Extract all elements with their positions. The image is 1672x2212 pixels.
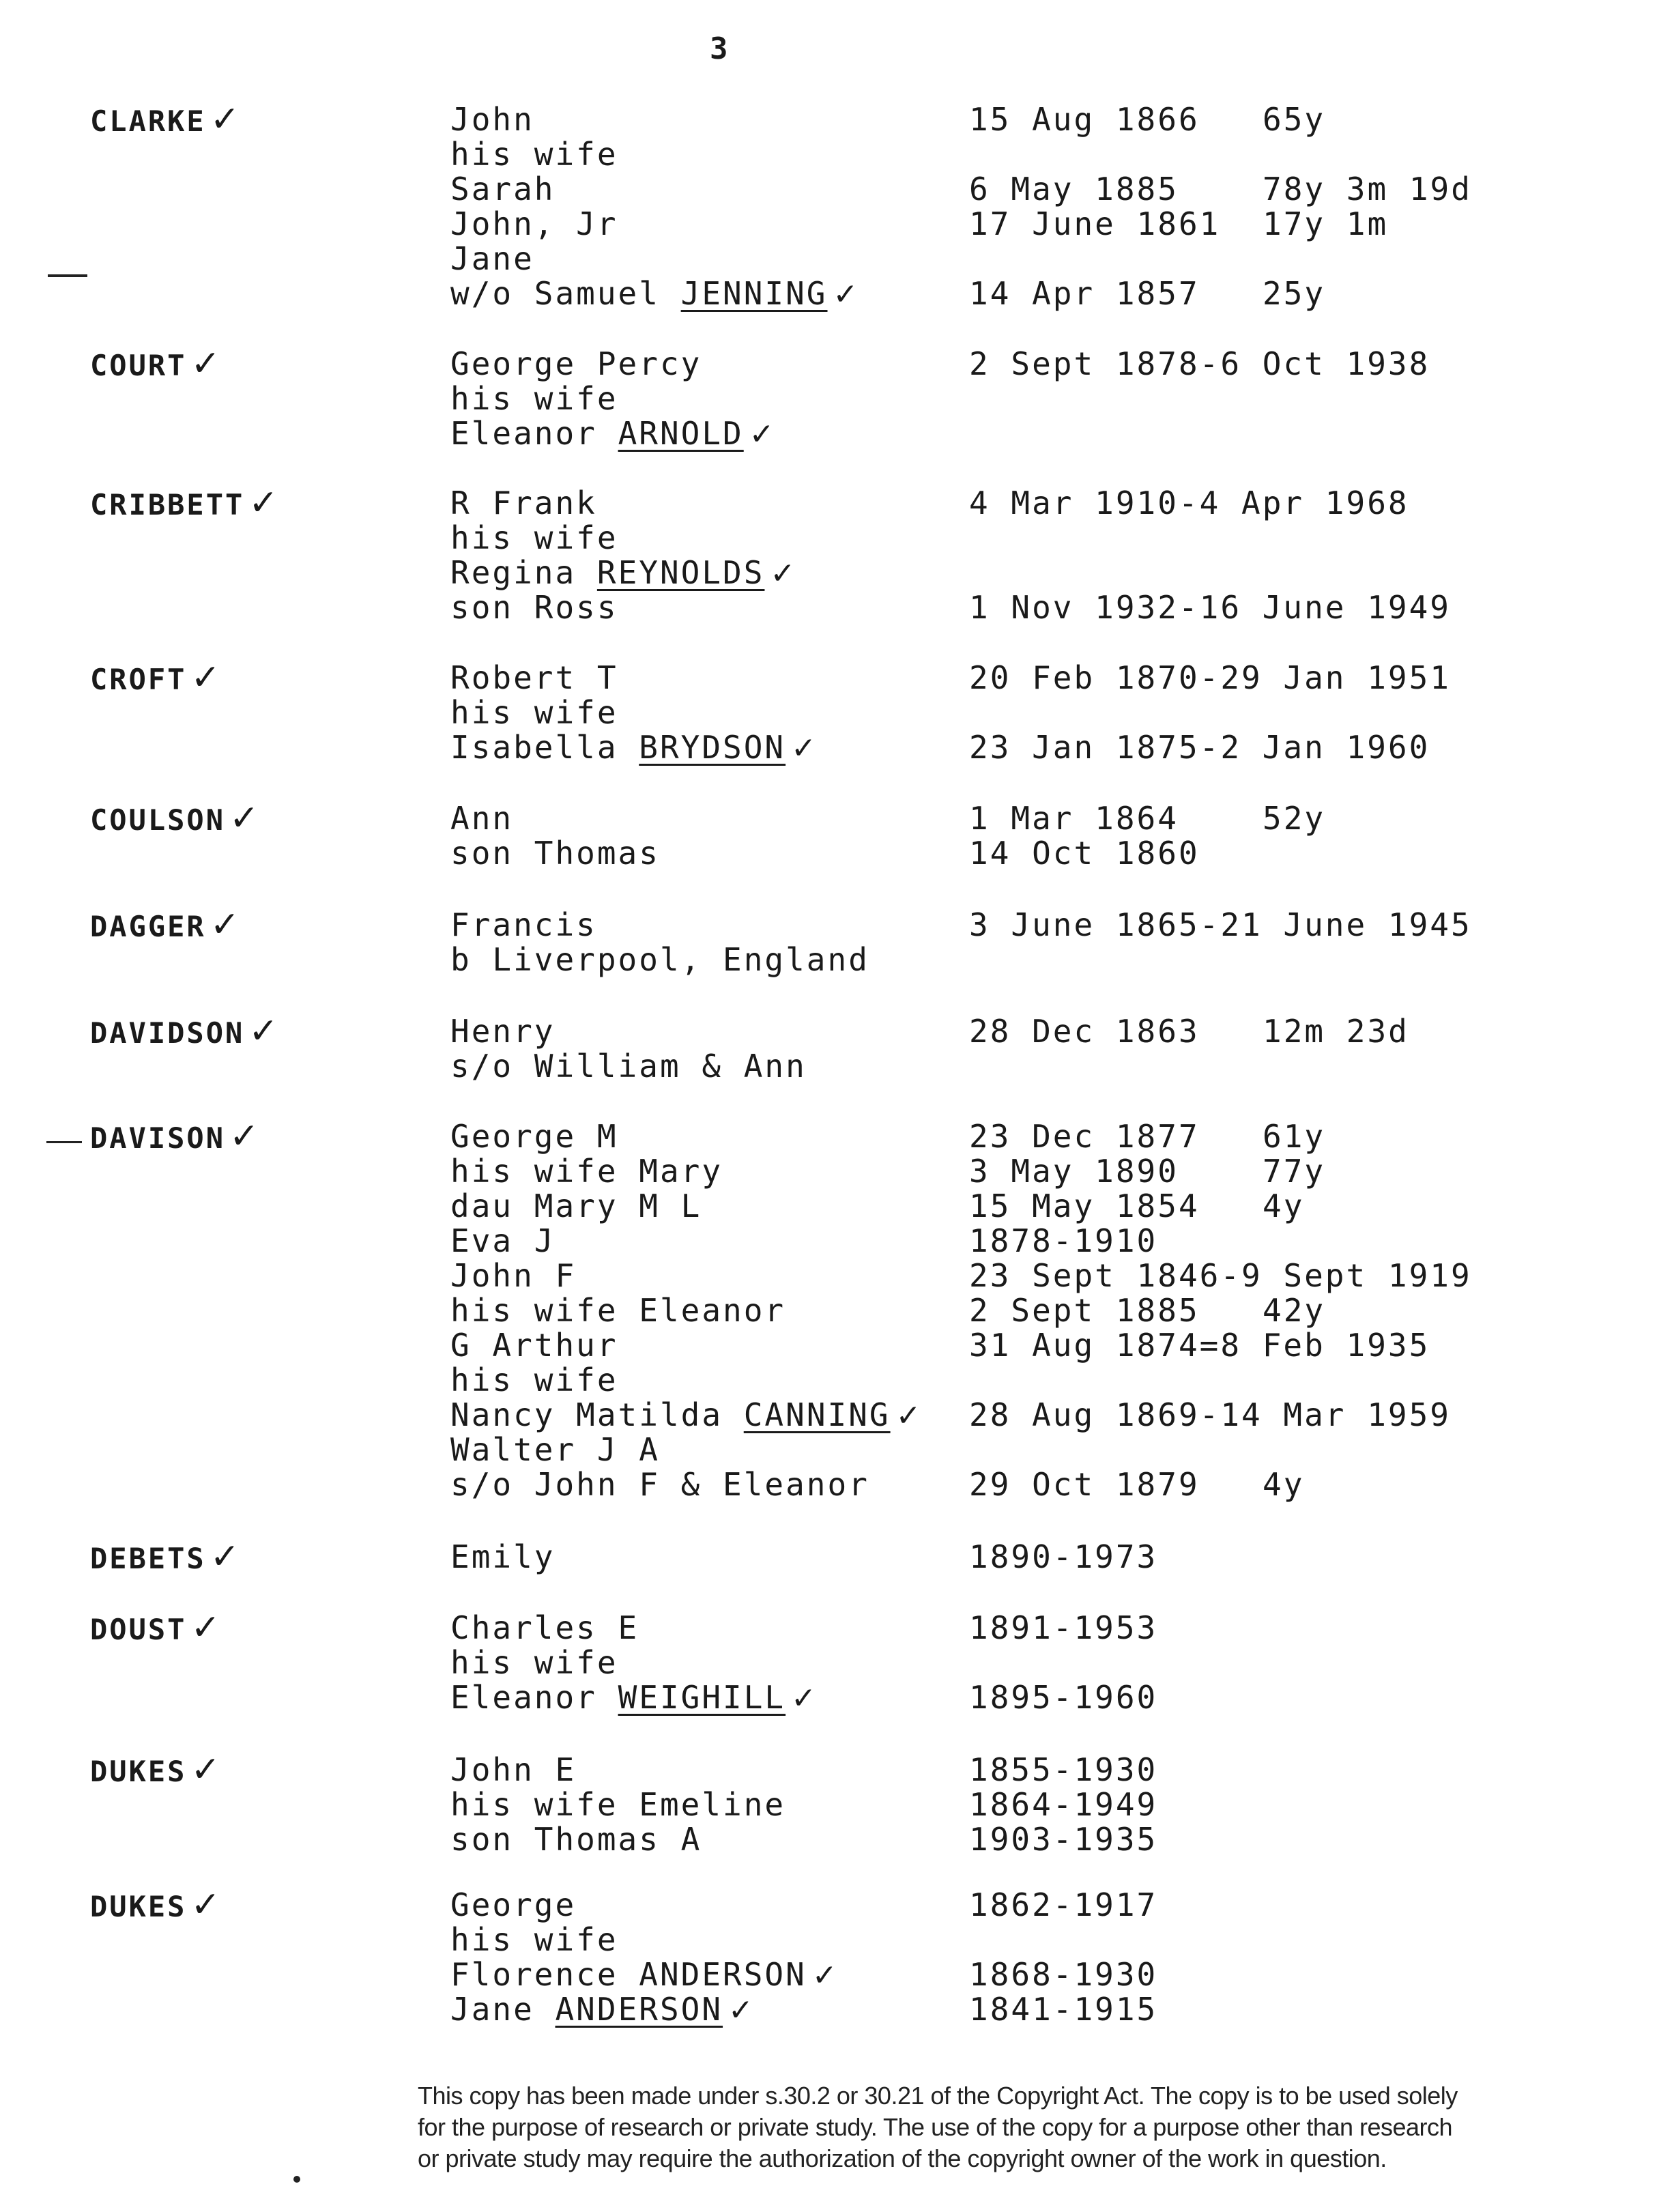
surname-text: CROFT xyxy=(90,663,187,696)
person-name xyxy=(450,172,555,207)
surname-text: DUKES xyxy=(90,1755,187,1788)
record-date: 1 Nov 1932-16 June 1949 xyxy=(969,589,1451,626)
name-text: Francis xyxy=(450,906,597,943)
record-lines xyxy=(450,908,1672,977)
page-number: 3 xyxy=(710,31,728,66)
record-date: 1841-1915 xyxy=(969,1991,1158,2028)
copyright-line: for the purpose of research or private study. The use of the copy for a purpose other than research xyxy=(418,2113,1453,2141)
record-line xyxy=(450,207,1672,242)
checkmark-icon: ✓ xyxy=(770,556,798,591)
age-at-death: 61y xyxy=(1263,1118,1326,1155)
record-date: 2 Sept 1878-6 Oct 1938 xyxy=(969,345,1430,382)
person-name xyxy=(450,1822,702,1857)
name-text: son Thomas xyxy=(450,835,660,872)
record-date: 14 Oct 1860 xyxy=(969,835,1200,872)
record-line xyxy=(450,1822,1672,1857)
name-text: his wife xyxy=(450,136,618,173)
record-line xyxy=(450,102,1672,137)
record-line xyxy=(450,556,1672,590)
record-date: 15 Aug 1866 xyxy=(969,101,1200,138)
person-name xyxy=(450,1540,555,1575)
age-at-death: 17y 1m xyxy=(1263,205,1389,242)
checkmark-icon: ✓ xyxy=(728,1993,755,2028)
person-name xyxy=(450,1119,618,1154)
record-line xyxy=(450,730,1672,765)
record-line xyxy=(450,1992,1672,2027)
age-at-death: 4y xyxy=(1263,1188,1305,1224)
name-text: Florence ANDERSON xyxy=(450,1956,807,1993)
name-text: Henry xyxy=(450,1013,556,1050)
name-text: Jane xyxy=(450,1991,556,2028)
record-line xyxy=(450,661,1672,695)
name-text: R Frank xyxy=(450,485,597,521)
record-line xyxy=(450,1923,1672,1957)
name-text: G Arthur xyxy=(450,1327,618,1364)
record-lines xyxy=(450,486,1672,625)
record-line xyxy=(450,242,1672,276)
maiden-name: CANNING xyxy=(743,1396,891,1433)
surname xyxy=(90,1011,280,1052)
name-text: Jane xyxy=(450,240,534,277)
record-line xyxy=(450,943,1672,977)
scan-mark xyxy=(46,1141,82,1143)
person-name xyxy=(450,1611,639,1646)
record-line xyxy=(450,276,1672,311)
record-date: 1890-1973 xyxy=(969,1538,1158,1575)
person-name xyxy=(450,590,618,625)
age-at-death: 25y xyxy=(1263,275,1326,312)
record-line xyxy=(450,137,1672,172)
name-text: his wife xyxy=(450,1362,618,1398)
record-date: 23 Sept 1846-9 Sept 1919 xyxy=(969,1257,1472,1294)
name-text: Charles E xyxy=(450,1609,639,1646)
person-name xyxy=(450,382,618,416)
surname xyxy=(90,99,242,140)
surname xyxy=(90,483,280,523)
record-line xyxy=(450,1611,1672,1646)
person-name xyxy=(450,1259,576,1293)
checkmark-icon: ✓ xyxy=(811,1958,839,1993)
maiden-name: WEIGHILL xyxy=(618,1679,786,1716)
record-line xyxy=(450,1014,1672,1049)
record-date: 1855-1930 xyxy=(969,1751,1158,1788)
record-line xyxy=(450,1433,1672,1467)
person-name xyxy=(450,242,534,276)
record-line xyxy=(450,1328,1672,1363)
surname xyxy=(90,798,261,839)
person-name xyxy=(450,836,660,871)
record-date: 3 June 1865-21 June 1945 xyxy=(969,906,1472,943)
person-name xyxy=(450,102,534,137)
name-text: Eleanor xyxy=(450,1679,618,1716)
record-line xyxy=(450,695,1672,730)
record-line xyxy=(450,1957,1672,1992)
record-line xyxy=(450,1646,1672,1680)
record-line xyxy=(450,908,1672,943)
name-text: Sarah xyxy=(450,171,556,207)
person-name xyxy=(450,1154,723,1189)
surname xyxy=(90,657,223,698)
record-line xyxy=(450,416,1672,451)
record-lines xyxy=(450,1611,1672,1715)
record-line xyxy=(450,801,1672,836)
record-date: 1903-1935 xyxy=(969,1821,1158,1858)
record-line xyxy=(450,1540,1672,1575)
age-at-death: 78y 3m 19d xyxy=(1263,171,1472,207)
maiden-name: REYNOLDS xyxy=(596,554,765,591)
name-text: b Liverpool, England xyxy=(450,941,869,978)
person-name xyxy=(450,207,618,242)
surname-text: DEBETS xyxy=(90,1542,206,1575)
person-name xyxy=(450,1363,618,1398)
record-line xyxy=(450,1680,1672,1715)
record-date: 29 Oct 1879 xyxy=(969,1466,1200,1503)
record-date: 31 Aug 1874=8 Feb 1935 xyxy=(969,1327,1430,1364)
name-text: his wife Mary xyxy=(450,1153,723,1190)
record-date: 23 Dec 1877 xyxy=(969,1118,1200,1155)
checkmark-icon: ✓ xyxy=(749,417,777,452)
person-name xyxy=(450,1293,785,1328)
person-name xyxy=(450,1787,785,1822)
record-line xyxy=(450,1189,1672,1224)
name-text: George xyxy=(450,1886,577,1923)
maiden-name: BRYDSON xyxy=(639,729,786,766)
checkmark-icon: ✓ xyxy=(791,731,818,766)
scan-mark xyxy=(48,274,87,277)
record-line xyxy=(450,1119,1672,1154)
record-lines xyxy=(450,102,1672,311)
surname-text: DAVIDSON xyxy=(90,1016,245,1050)
person-name xyxy=(450,486,597,521)
person-name xyxy=(450,1992,755,2028)
record-date: 1862-1917 xyxy=(969,1886,1158,1923)
record-line xyxy=(450,1398,1672,1433)
person-name xyxy=(450,1014,555,1049)
person-name xyxy=(450,1328,618,1363)
record-date: 17 June 1861 xyxy=(969,205,1221,242)
name-text: John, Jr xyxy=(450,205,618,242)
record-line xyxy=(450,521,1672,556)
name-text: John F xyxy=(450,1257,577,1294)
surname xyxy=(90,904,242,945)
copyright-line: This copy has been made under s.30.2 or 30.21 of the Copyright Act. The copy is to be used solely xyxy=(418,2082,1458,2110)
surname-text: CLARKE xyxy=(90,104,206,138)
name-text: his wife xyxy=(450,380,618,417)
checkmark-icon: ✓ xyxy=(210,99,242,140)
record-line xyxy=(450,590,1672,625)
checkmark-icon: ✓ xyxy=(190,1884,223,1925)
person-name xyxy=(450,416,777,452)
surname-text: DUKES xyxy=(90,1890,187,1923)
record-line xyxy=(450,1363,1672,1398)
person-name xyxy=(450,943,869,977)
person-name xyxy=(450,730,818,766)
record-lines xyxy=(450,801,1672,871)
person-name xyxy=(450,1467,869,1502)
name-text: Ann xyxy=(450,800,514,837)
checkmark-icon: ✓ xyxy=(190,1607,223,1648)
person-name xyxy=(450,1753,576,1787)
name-text: his wife xyxy=(450,1644,618,1681)
record-date: 1878-1910 xyxy=(969,1222,1158,1259)
record-lines xyxy=(450,1014,1672,1084)
record-date: 1 Mar 1864 xyxy=(969,800,1179,837)
person-name xyxy=(450,661,618,695)
record-date: 20 Feb 1870-29 Jan 1951 xyxy=(969,659,1451,696)
record-lines xyxy=(450,661,1672,765)
name-text: George Percy xyxy=(450,345,702,382)
surname-text: CRIBBETT xyxy=(90,488,245,521)
name-text: son Ross xyxy=(450,589,618,626)
record-date: 6 May 1885 xyxy=(969,171,1179,207)
person-name xyxy=(450,1646,618,1680)
name-text: his wife xyxy=(450,694,618,731)
record-line xyxy=(450,1049,1672,1084)
name-text: Regina xyxy=(450,554,597,591)
scan-mark xyxy=(293,2176,300,2183)
copyright-notice xyxy=(418,2080,1653,2174)
surname-text: COULSON xyxy=(90,803,226,837)
checkmark-icon: ✓ xyxy=(833,277,861,312)
surname xyxy=(90,1116,261,1157)
record-lines xyxy=(450,1540,1672,1575)
record-date: 1864-1949 xyxy=(969,1786,1158,1823)
surname xyxy=(90,343,223,384)
checkmark-icon: ✓ xyxy=(190,657,223,698)
record-line xyxy=(450,1154,1672,1189)
record-line xyxy=(450,1293,1672,1328)
maiden-name: JENNING xyxy=(680,275,828,312)
name-text: w/o Samuel xyxy=(450,275,681,312)
record-line xyxy=(450,1888,1672,1923)
person-name xyxy=(450,556,797,591)
name-text: Robert T xyxy=(450,659,618,696)
person-name xyxy=(450,1888,576,1923)
record-date: 1891-1953 xyxy=(969,1609,1158,1646)
person-name xyxy=(450,1049,807,1084)
checkmark-icon: ✓ xyxy=(248,1011,280,1052)
record-line xyxy=(450,347,1672,382)
record-lines xyxy=(450,1119,1672,1502)
maiden-name: ANDERSON xyxy=(555,1991,723,2028)
surname-text: DAGGER xyxy=(90,910,206,943)
person-name xyxy=(450,1398,923,1433)
age-at-death: 42y xyxy=(1263,1292,1326,1329)
surname xyxy=(90,1884,223,1925)
name-text: Walter J A xyxy=(450,1431,660,1468)
record-line xyxy=(450,1753,1672,1787)
name-text: his wife xyxy=(450,519,618,556)
age-at-death: 77y xyxy=(1263,1153,1326,1190)
record-date: 14 Apr 1857 xyxy=(969,275,1200,312)
record-line xyxy=(450,1467,1672,1502)
name-text: his wife xyxy=(450,1921,618,1958)
copyright-line: or private study may require the authorization of the copyright owner of the work in question. xyxy=(418,2144,1387,2172)
checkmark-icon: ✓ xyxy=(190,1749,223,1790)
name-text: Emily xyxy=(450,1538,556,1575)
person-name xyxy=(450,801,513,836)
surname xyxy=(90,1536,242,1577)
checkmark-icon: ✓ xyxy=(895,1398,923,1433)
name-text: Eleanor xyxy=(450,415,618,452)
surname-text: DOUST xyxy=(90,1613,187,1646)
checkmark-icon: ✓ xyxy=(229,1116,261,1157)
record-date: 4 Mar 1910-4 Apr 1968 xyxy=(969,485,1409,521)
name-text: Isabella xyxy=(450,729,639,766)
record-date: 3 May 1890 xyxy=(969,1153,1179,1190)
surname-text: DAVISON xyxy=(90,1121,226,1155)
record-line xyxy=(450,1787,1672,1822)
record-date: 2 Sept 1885 xyxy=(969,1292,1200,1329)
surname xyxy=(90,1607,223,1648)
person-name xyxy=(450,1957,839,1993)
name-text: George M xyxy=(450,1118,618,1155)
person-name xyxy=(450,347,702,382)
record-line xyxy=(450,1259,1672,1293)
name-text: s/o William & Ann xyxy=(450,1048,807,1085)
person-name xyxy=(450,1189,702,1224)
checkmark-icon: ✓ xyxy=(229,798,261,839)
age-at-death: 65y xyxy=(1263,101,1326,138)
checkmark-icon: ✓ xyxy=(190,343,223,384)
age-at-death: 12m 23d xyxy=(1263,1013,1409,1050)
person-name xyxy=(450,521,618,556)
record-date: 15 May 1854 xyxy=(969,1188,1200,1224)
person-name xyxy=(450,695,618,730)
checkmark-icon: ✓ xyxy=(248,483,280,523)
record-line xyxy=(450,382,1672,416)
record-line xyxy=(450,1224,1672,1259)
record-lines xyxy=(450,1753,1672,1857)
person-name xyxy=(450,1923,618,1957)
name-text: s/o John F & Eleanor xyxy=(450,1466,869,1503)
age-at-death: 4y xyxy=(1263,1466,1305,1503)
record-date: 1868-1930 xyxy=(969,1956,1158,1993)
maiden-name: ARNOLD xyxy=(618,415,744,452)
record-line xyxy=(450,172,1672,207)
name-text: Nancy Matilda xyxy=(450,1396,744,1433)
record-date: 28 Dec 1863 xyxy=(969,1013,1200,1050)
name-text: his wife Eleanor xyxy=(450,1292,786,1329)
person-name xyxy=(450,137,618,172)
person-name xyxy=(450,1224,555,1259)
name-text: son Thomas A xyxy=(450,1821,702,1858)
record-date: 1895-1960 xyxy=(969,1679,1158,1716)
record-lines xyxy=(450,1888,1672,2027)
checkmark-icon: ✓ xyxy=(210,1536,242,1577)
name-text: John E xyxy=(450,1751,577,1788)
age-at-death: 52y xyxy=(1263,800,1326,837)
name-text: dau Mary M L xyxy=(450,1188,702,1224)
person-name xyxy=(450,276,860,312)
record-lines xyxy=(450,347,1672,451)
name-text: Eva J xyxy=(450,1222,556,1259)
name-text: his wife Emeline xyxy=(450,1786,786,1823)
name-text: John xyxy=(450,101,534,138)
surname-text: COURT xyxy=(90,349,187,382)
person-name xyxy=(450,1433,660,1467)
person-name xyxy=(450,1680,818,1716)
record-line xyxy=(450,836,1672,871)
record-date: 23 Jan 1875-2 Jan 1960 xyxy=(969,729,1430,766)
record-date: 28 Aug 1869-14 Mar 1959 xyxy=(969,1396,1451,1433)
record-line xyxy=(450,486,1672,521)
checkmark-icon: ✓ xyxy=(791,1681,818,1716)
person-name xyxy=(450,908,597,943)
surname xyxy=(90,1749,223,1790)
checkmark-icon: ✓ xyxy=(210,904,242,945)
